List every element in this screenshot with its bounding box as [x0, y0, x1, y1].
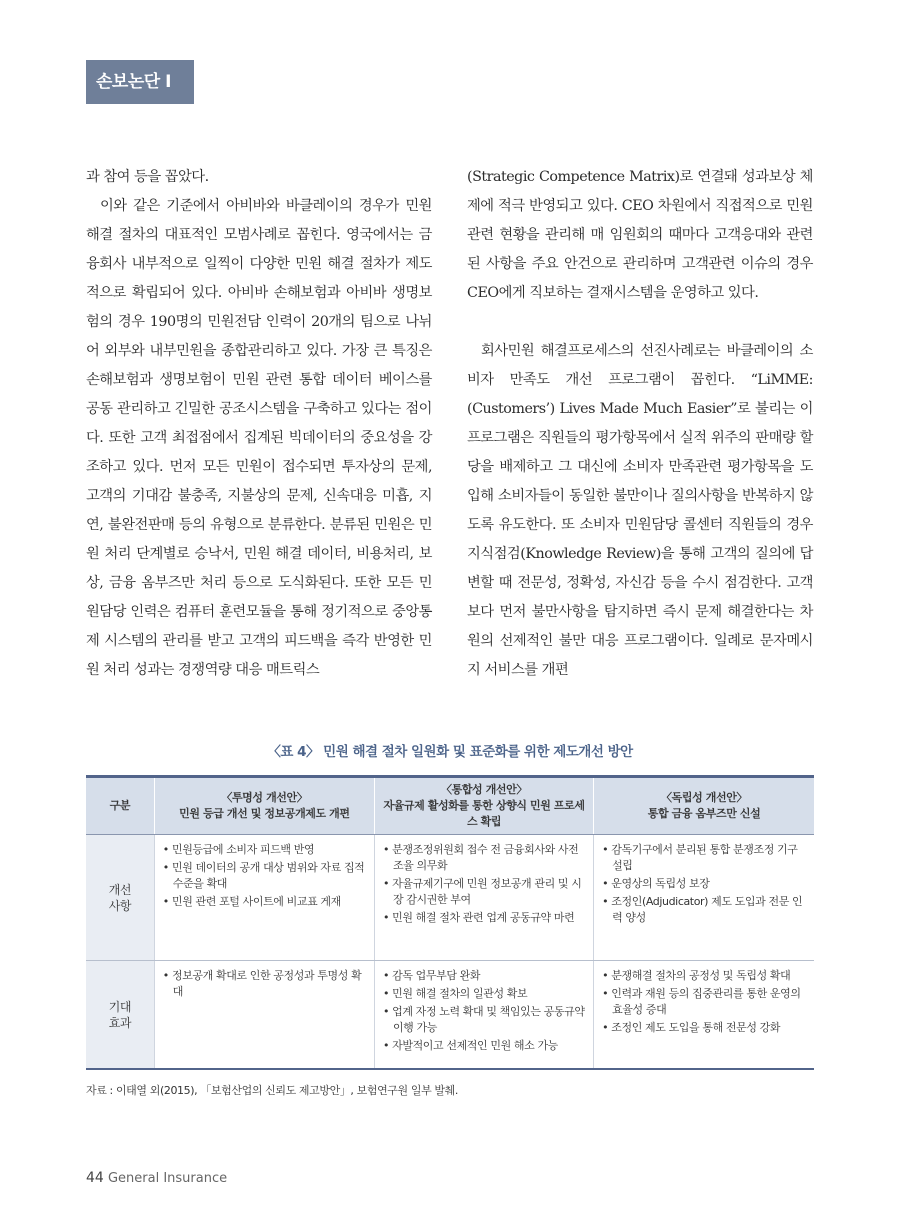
list-item: • 민원 해결 절차의 일관성 확보 — [382, 987, 528, 1000]
page-footer — [86, 1170, 227, 1186]
table-cell — [374, 961, 593, 1069]
list-item: • 조정인 제도 도입을 통해 전문성 강화 — [602, 1021, 781, 1034]
list-item: • 자발적이고 선제적인 민원 해소 가능 — [382, 1039, 558, 1052]
table-title: 〈표 4〉 민원 해결 절차 일원화 및 표준화를 위한 제도개선 방안 — [267, 744, 633, 760]
table-row — [86, 961, 814, 1069]
column-header-integration: 〈통합성 개선안〉 자율규제 활성화를 통한 상향식 민원 프로세스 확립 — [374, 777, 593, 835]
list-item: • 감독기구에서 분리된 통합 분쟁조정 기구 설립 — [602, 843, 798, 872]
table-source-note: 자료 : 이태열 외(2015), 「보험산업의 신뢰도 제고방안」, 보험연구원 일부 발췌. — [86, 1084, 458, 1097]
row-label-effects: 기대 효과 — [86, 961, 154, 1069]
right-text-column — [467, 163, 813, 685]
left-text-column — [86, 163, 432, 685]
table-cell — [594, 835, 814, 961]
paragraph: 과 참여 등을 꼽았다. — [86, 169, 209, 185]
list-item: • 분쟁조정위원회 접수 전 금융회사와 사전 조율 의무화 — [382, 843, 579, 872]
list-item: • 자율규제기구에 민원 정보공개 관리 및 시장 감시권한 부여 — [382, 877, 582, 906]
paragraph: 이와 같은 기준에서 아비바와 바클레이의 경우가 민원 해결 절차의 대표적인 모범사례로 꼽힌다. 영국에서는 금융회사 내부적으로 일찍이 다양한 민원 해결 절차가 제도적으로 확립되어 있다. 아비바 손해보험과 아비바 생명보험의 경우 190명의 민원전담 인력이 20개의 팀으로 나뉘어 외부와 내부민원을 종합관리하고 있다. 가장 큰 특징은 손해보험과 생명보험이 민원 관련 통합 데이터 베이스를 공동 관리하고 긴밀한 공조시스템을 구축하고 있다는 점이다. 또한 고객 최접점에서 집계된 빅데이터의 중요성을 강조하고 있다. 먼저 모든 민원이 접수되면 투자상의 문제, 고객의 기대감 불충족, 지불상의 문제, 신속대응 미흡, 지연, 불완전판매 등의 유형으로 분류한다. 분류된 민원은 민원 처리 단계별로 승낙서, 민원 해결 데이터, 비용처리, 보상, 금융 옴부즈만 처리 등으로 도식화된다. 또한 모든 민원담당 인력은 컴퓨터 훈련모듈을 통해 정기적으로 중앙통제 시스템의 관리를 받고 고객의 피드백을 즉각 반영한 민원 처리 성과는 경쟁역량 대응 매트릭스 — [86, 198, 432, 678]
table-cell — [374, 835, 593, 961]
improvement-table — [86, 775, 814, 1070]
list-item: • 인력과 재원 등의 집중관리를 통한 운영의 효율성 증대 — [602, 987, 801, 1016]
table-cell — [154, 961, 374, 1069]
column-header-transparency: 〈투명성 개선안〉 민원 등급 개선 및 정보공개제도 개편 — [154, 777, 374, 835]
list-item: • 민원 관련 포털 사이트에 비교표 게재 — [162, 895, 341, 908]
page-number: 44 — [86, 1170, 104, 1186]
row-label-improvements: 개선 사항 — [86, 835, 154, 961]
paragraph: 회사민원 해결프로세스의 선진사례로는 바클레이의 소비자 만족도 개선 프로그램이 꼽힌다. “LiMME: (Customers’) Lives Made Much Easier”로 불리는 이 프로그램은 직원들의 평가항목에서 실적 위주의 판매량 할당을 배제하고 그 대신에 소비자 만족관련 평가항목을 도입해 소비자들이 동일한 불만이나 질의사항을 반복하지 않도록 유도한다. 또 소비자 민원담당 콜센터 직원들의 경우 지식점검(Knowledge Review)을 통해 고객의 질의에 답변할 때 전문성, 정확성, 자신감 등을 수시 점검한다. 고객보다 먼저 불만사항을 탐지하면 즉시 문제 해결한다는 차원의 선제적인 불만 대응 프로그램이다. 일례로 문자메시지 서비스를 개편 — [467, 343, 813, 678]
magazine-name: General Insurance — [107, 1171, 228, 1186]
list-item: • 분쟁해결 절차의 공정성 및 독립성 확대 — [602, 969, 791, 982]
table-cell — [154, 835, 374, 961]
table-header-row — [86, 777, 814, 835]
list-item: • 업계 자정 노력 확대 및 책임있는 공동규약 이행 가능 — [382, 1005, 585, 1034]
list-item: • 민원 해결 절차 관련 업계 공동규약 마련 — [382, 911, 575, 924]
table-corner-header: 구분 — [86, 777, 154, 835]
list-item: • 감독 업무부담 완화 — [382, 969, 481, 982]
list-item: • 정보공개 확대로 인한 공정성과 투명성 확대 — [162, 969, 362, 998]
list-item: • 민원 데이터의 공개 대상 범위와 자료 집적 수준을 확대 — [162, 861, 365, 890]
table-row — [86, 835, 814, 961]
list-item: • 조정인(Adjudicator) 제도 도입과 전문 인력 양성 — [602, 895, 803, 924]
column-header-independence: 〈독립성 개선안〉 통합 금융 옴부즈만 신설 — [594, 777, 814, 835]
section-tab: 손보논단 Ⅰ — [86, 60, 194, 104]
list-item: • 민원등급에 소비자 피드백 반영 — [162, 843, 315, 856]
paragraph: (Strategic Competence Matrix)로 연결돼 성과보상 체제에 적극 반영되고 있다. CEO 차원에서 직접적으로 민원 관련 현황을 관리해 매 임원회의 때마다 고객응대와 관련된 사항을 주요 안건으로 관리하며 고객관련 이슈의 경우 CEO에게 직보하는 결재시스템을 운영하고 있다. — [467, 169, 813, 301]
list-item: • 운영상의 독립성 보장 — [602, 877, 710, 890]
table-cell — [594, 961, 814, 1069]
